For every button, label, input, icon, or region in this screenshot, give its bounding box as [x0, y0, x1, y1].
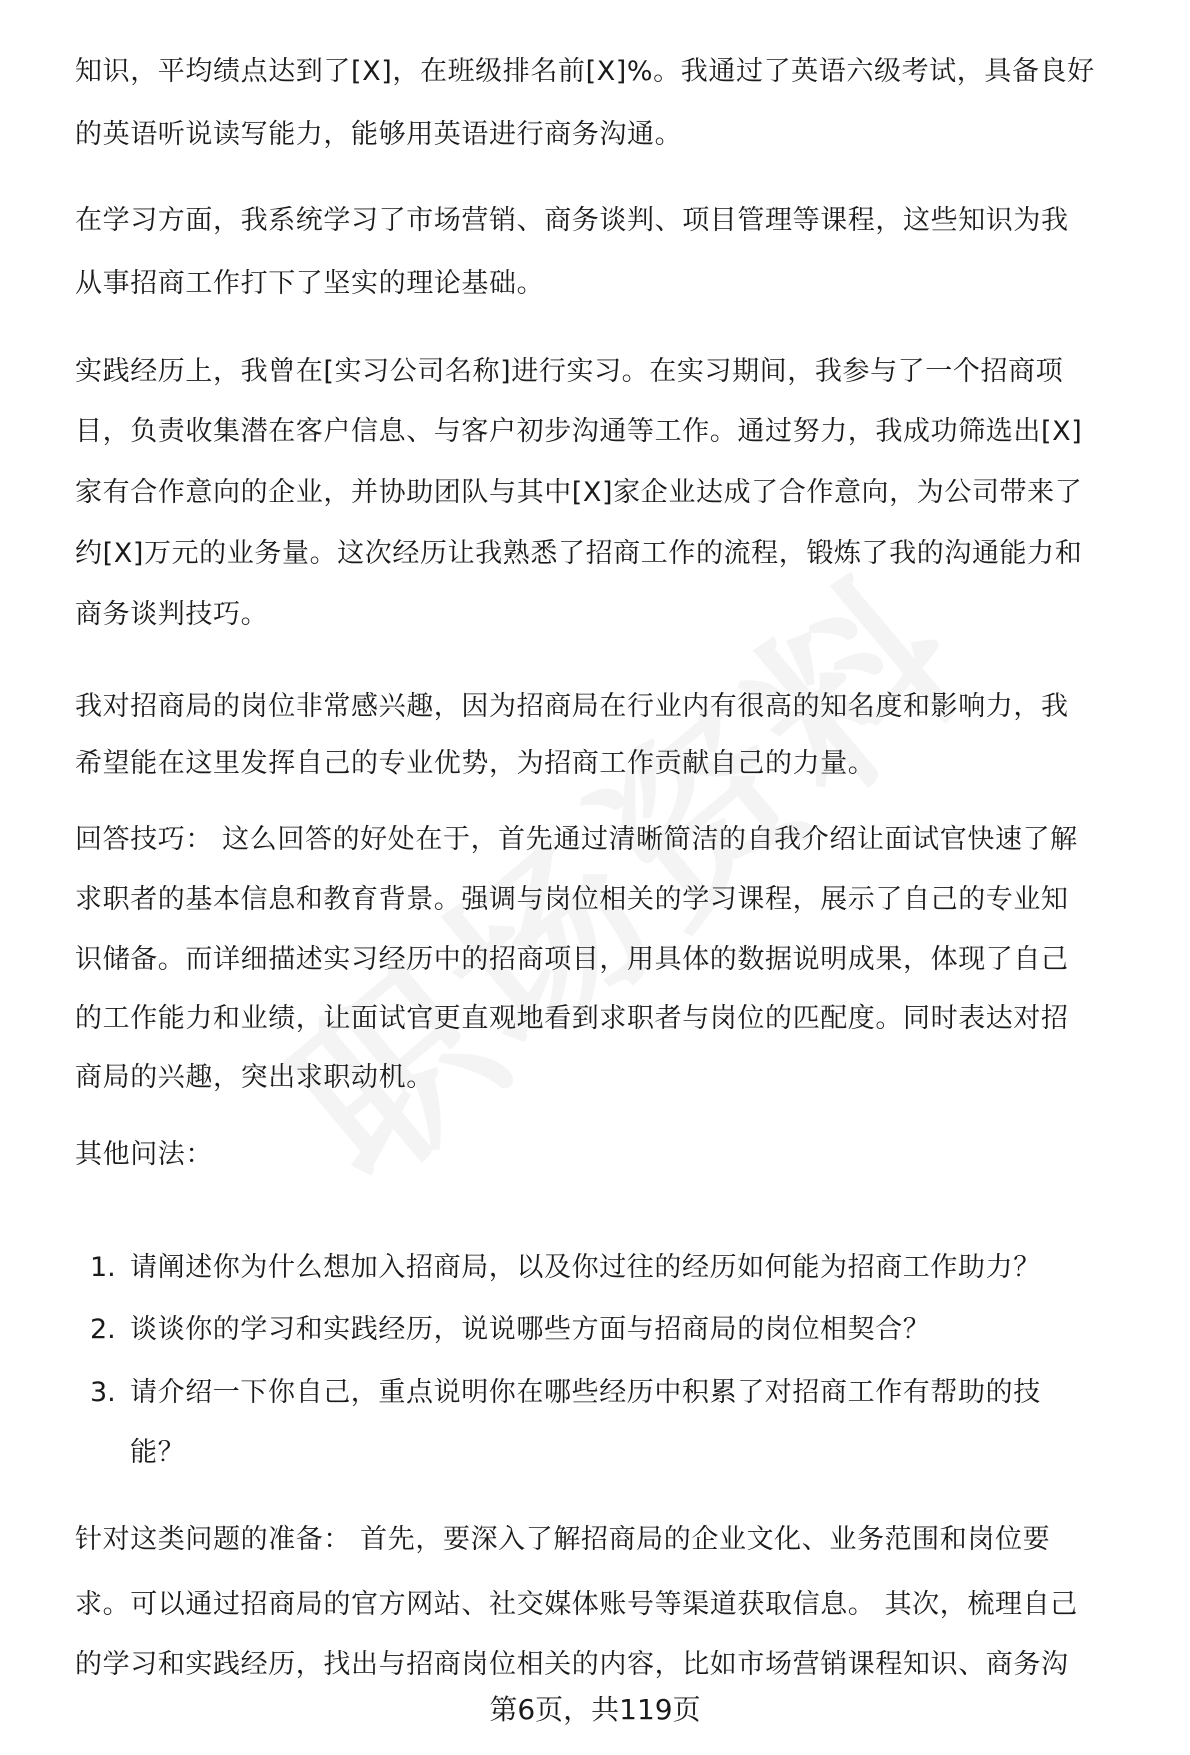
answer-tips-line: 回答技巧： 这么回答的好处在于，首先通过清晰简洁的自我介绍让面试官快速了解	[75, 824, 1078, 855]
answer-tips-line: 的工作能力和业绩，让面试官更直观地看到求职者与岗位的匹配度。同时表达对招	[75, 1003, 1069, 1034]
preparation-line: 的学习和实践经历，找出与招商岗位相关的内容，比如市场营销课程知识、商务沟	[75, 1649, 1069, 1680]
list-item: 请介绍一下你自己，重点说明你在哪些经历中积累了对招商工作有帮助的技	[130, 1377, 1041, 1408]
answer-tips-line: 商局的兴趣，突出求职动机。	[75, 1062, 434, 1093]
list-item: 谈谈你的学习和实践经历，说说哪些方面与招商局的岗位相契合？	[130, 1314, 931, 1345]
preparation-line: 求。可以通过招商局的官方网站、社交媒体账号等渠道获取信息。 其次，梳理自己	[75, 1589, 1078, 1620]
other-questions-heading: 其他问法：	[75, 1139, 213, 1170]
preparation-line: 针对这类问题的准备： 首先，要深入了解招商局的企业文化、业务范围和岗位要	[75, 1524, 1051, 1555]
paragraph-line: 我对招商局的岗位非常感兴趣，因为招商局在行业内有很高的知名度和影响力，我	[75, 691, 1069, 722]
paragraph-line: 从事招商工作打下了坚实的理论基础。	[75, 268, 545, 299]
answer-tips-line: 求职者的基本信息和教育背景。强调与岗位相关的学习课程，展示了自己的专业知	[75, 884, 1069, 915]
list-number: 2.	[90, 1314, 116, 1345]
paragraph-line: 约[X]万元的业务量。这次经历让我熟悉了招商工作的流程，锻炼了我的沟通能力和	[75, 538, 1083, 569]
paragraph-line: 在学习方面，我系统学习了市场营销、商务谈判、项目管理等课程，这些知识为我	[75, 205, 1069, 236]
paragraph-line: 知识，平均绩点达到了[X]，在班级排名前[X]%。我通过了英语六级考试，具备良好	[75, 56, 1095, 87]
list-item-continuation: 能？	[130, 1437, 186, 1468]
page-number: 第6页，共119页	[489, 1693, 701, 1726]
paragraph-line: 商务谈判技巧。	[75, 599, 269, 630]
paragraph-line: 的英语听说读写能力，能够用英语进行商务沟通。	[75, 119, 683, 150]
list-number: 1.	[90, 1252, 116, 1283]
list-item: 请阐述你为什么想加入招商局，以及你过往的经历如何能为招商工作助力？	[130, 1252, 1041, 1283]
paragraph-line: 家有合作意向的企业，并协助团队与其中[X]家企业达成了合作意向，为公司带来了	[75, 477, 1083, 508]
paragraph-line: 目，负责收集潜在客户信息、与客户初步沟通等工作。通过努力，我成功筛选出[X]	[75, 416, 1083, 447]
paragraph-line: 希望能在这里发挥自己的专业优势，为招商工作贡献自己的力量。	[75, 748, 876, 779]
paragraph-line: 实践经历上，我曾在[实习公司名称]进行实习。在实习期间，我参与了一个招商项	[75, 356, 1064, 387]
list-number: 3.	[90, 1377, 116, 1408]
answer-tips-line: 识储备。而详细描述实习经历中的招商项目，用具体的数据说明成果，体现了自己	[75, 944, 1069, 975]
